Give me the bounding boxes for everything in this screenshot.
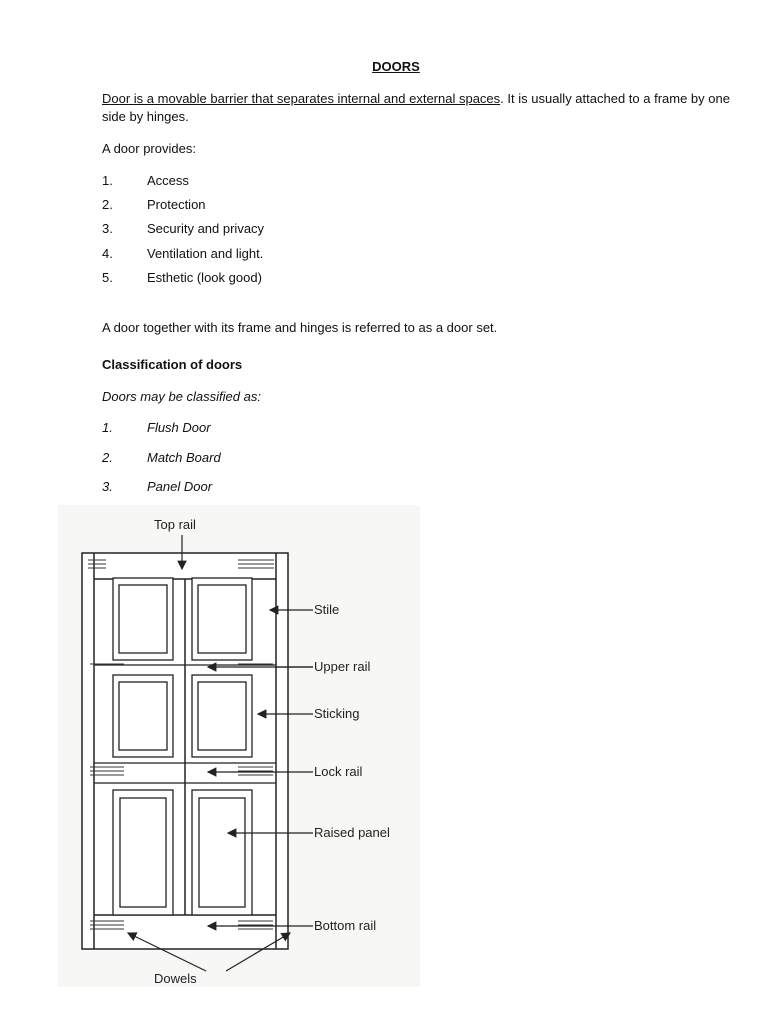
label-raised-panel: Raised panel: [314, 825, 390, 840]
door-definition-rest: . It is usually attached to a frame by one side by hinges.: [102, 91, 730, 124]
provides-heading: A door provides:: [102, 141, 196, 156]
list-item-number: 5.: [102, 270, 113, 285]
list-item: Access: [147, 173, 189, 188]
list-item-number: 3.: [102, 479, 113, 494]
list-item: Ventilation and light.: [147, 246, 264, 261]
list-item: Match Board: [147, 450, 221, 465]
door-set-paragraph: A door together with its frame and hinges is referred to as a door set.: [102, 320, 498, 335]
intro-paragraph: [102, 90, 742, 126]
list-item: Panel Door: [147, 479, 213, 494]
list-item-number: 2.: [102, 197, 113, 212]
list-item-number: 4.: [102, 246, 113, 261]
classification-intro: Doors may be classified as:: [102, 389, 261, 404]
door-definition: Door is a movable barrier that separates internal and external spaces: [102, 91, 501, 106]
label-stile: Stile: [314, 602, 340, 617]
section-heading: Classification of doors: [102, 357, 243, 372]
list-item-number: 1.: [102, 420, 113, 435]
label-bottom-rail: Bottom rail: [314, 918, 377, 933]
list-item: Security and privacy: [147, 221, 265, 236]
label-top-rail: Top rail: [154, 517, 196, 532]
list-item: Protection: [147, 197, 206, 212]
label-upper-rail: Upper rail: [314, 659, 371, 674]
panel-door-diagram: [58, 505, 420, 987]
label-dowels: Dowels: [154, 971, 197, 986]
list-item-number: 2.: [102, 450, 113, 465]
list-item: Flush Door: [147, 420, 211, 435]
list-item-number: 1.: [102, 173, 113, 188]
label-lock-rail: Lock rail: [314, 764, 363, 779]
page-title: DOORS: [372, 59, 420, 74]
list-item-number: 3.: [102, 221, 113, 236]
list-item: Esthetic (look good): [147, 270, 262, 285]
label-sticking: Sticking: [314, 706, 360, 721]
